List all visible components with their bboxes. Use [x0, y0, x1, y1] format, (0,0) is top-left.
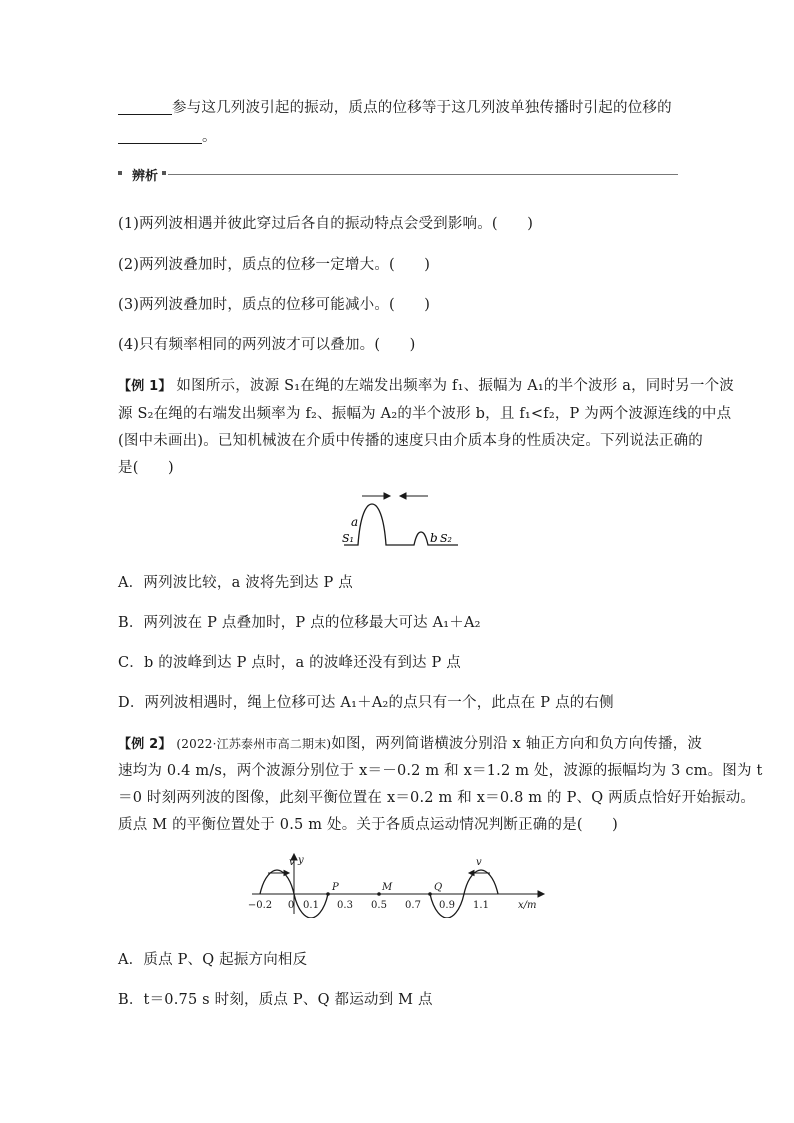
- velocity-label: v: [289, 857, 295, 868]
- tick-label: 0.3: [337, 900, 353, 911]
- harmonic-wave-figure: [246, 852, 546, 918]
- judgment-item: (2)两列波叠加时，质点的位移一定增大。( ): [118, 257, 431, 273]
- example2-option-b: B．t＝0.75 s 时刻，质点 P、Q 都运动到 M 点: [118, 992, 433, 1008]
- judgment-item: (3)两列波叠加时，质点的位移可能减小。( ): [118, 297, 431, 313]
- velocity-label: v: [476, 857, 482, 868]
- answer-blank[interactable]: [118, 129, 202, 144]
- example2-label: 【例 2】: [118, 737, 172, 752]
- point-P-dot: [326, 892, 330, 896]
- example1-line-3: (图中未画出)。已知机械波在介质中传播的速度只由介质本身的性质决定。下列说法正确的: [118, 433, 704, 449]
- intro-line-1: [118, 96, 672, 117]
- point-M-label: M: [382, 882, 393, 893]
- example1-line-2: 源 S₂在绳的右端发出频率为 f₂、振幅为 A₂的半个波形 b，且 f₁<f₂，P 为两个波源连线的中点: [118, 406, 732, 422]
- example1-option-a: A．两列波比较，a 波将先到达 P 点: [118, 575, 353, 591]
- wave-b-label: b: [430, 531, 438, 545]
- example2-source: (2022·江苏泰州市高二期末): [176, 737, 332, 751]
- tick-label: 0.9: [439, 900, 455, 911]
- example2-option-a: A．质点 P、Q 起振方向相反: [118, 952, 308, 968]
- tick-label: 0.7: [405, 900, 421, 911]
- arrowhead-left-icon: [400, 493, 406, 499]
- x-axis-arrow-icon: [538, 891, 544, 897]
- wave-a-label: a: [351, 515, 359, 529]
- judgment-item: (1)两列波相遇并彼此穿过后各自的振动特点会受到影响。( ): [118, 216, 534, 232]
- arrowhead-right-icon: [284, 871, 289, 876]
- rope-wave-figure: [330, 486, 470, 556]
- point-Q-dot: [428, 892, 432, 896]
- intro-end: 。: [202, 129, 217, 145]
- example2-text: 如图，两列简谐横波分别沿 x 轴正方向和负方向传播，波: [331, 736, 703, 752]
- square-bullet-icon: [118, 171, 122, 175]
- example1-text: 如图所示，波源 S₁在绳的左端发出频率为 f₁、振幅为 A₁的半个波形 a，同时另一个波: [176, 378, 734, 394]
- section-rule: [168, 174, 678, 175]
- tick-label: 0: [287, 900, 295, 911]
- tick-label: 0.5: [371, 900, 387, 911]
- example2-line-2: 速均为 0.4 m/s，两个波源分别位于 x＝－0.2 m 和 x＝1.2 m 处，波源的振幅均为 3 cm。图为 t: [118, 763, 763, 779]
- tick-label: −0.2: [247, 900, 273, 911]
- source-s1-label: S₁: [342, 532, 354, 545]
- arrowhead-right-icon: [384, 493, 390, 499]
- arrowhead-left-icon: [469, 871, 474, 876]
- example1-line-1: [118, 374, 734, 395]
- square-bullet-icon: [162, 171, 166, 175]
- point-P-label: P: [332, 882, 339, 893]
- example1-label: 【例 1】: [118, 379, 172, 394]
- y-axis-label: y: [298, 855, 304, 866]
- example1-line-4: 是( ): [118, 460, 174, 476]
- section-title: 辨析: [132, 169, 159, 184]
- tick-label: 1.1: [473, 900, 489, 911]
- point-Q-label: Q: [434, 882, 443, 893]
- example1-option-d: D．两列波相遇时，绳上位移可达 A₁＋A₂的点只有一个，此点在 P 点的右侧: [118, 695, 614, 711]
- example1-option-c: C．b 的波峰到达 P 点时，a 的波峰还没有到达 P 点: [118, 655, 461, 671]
- point-M-dot: [377, 892, 381, 896]
- tick-label: 0.1: [303, 900, 319, 911]
- intro-text: 参与这几列波引起的振动，质点的位移等于这几列波单独传播时引起的位移的: [172, 100, 672, 116]
- answer-blank[interactable]: [118, 100, 172, 115]
- judgment-item: (4)只有频率相同的两列波才可以叠加。( ): [118, 337, 416, 353]
- example1-option-b: B．两列波在 P 点叠加时，P 点的位移最大可达 A₁＋A₂: [118, 615, 481, 631]
- source-s2-label: S₂: [440, 532, 452, 545]
- example2-line-1: [118, 732, 702, 753]
- example2-line-3: ＝0 时刻两列波的图像，此刻平衡位置在 x＝0.2 m 和 x＝0.8 m 的 P、Q 两质点恰好开始振动。: [118, 790, 756, 806]
- x-axis-label: x/m: [518, 900, 537, 911]
- example2-line-4: 质点 M 的平衡位置处于 0.5 m 处。关于各质点运动情况判断正确的是( ): [118, 817, 619, 833]
- intro-line-2: [118, 125, 217, 146]
- section-header: [118, 166, 678, 184]
